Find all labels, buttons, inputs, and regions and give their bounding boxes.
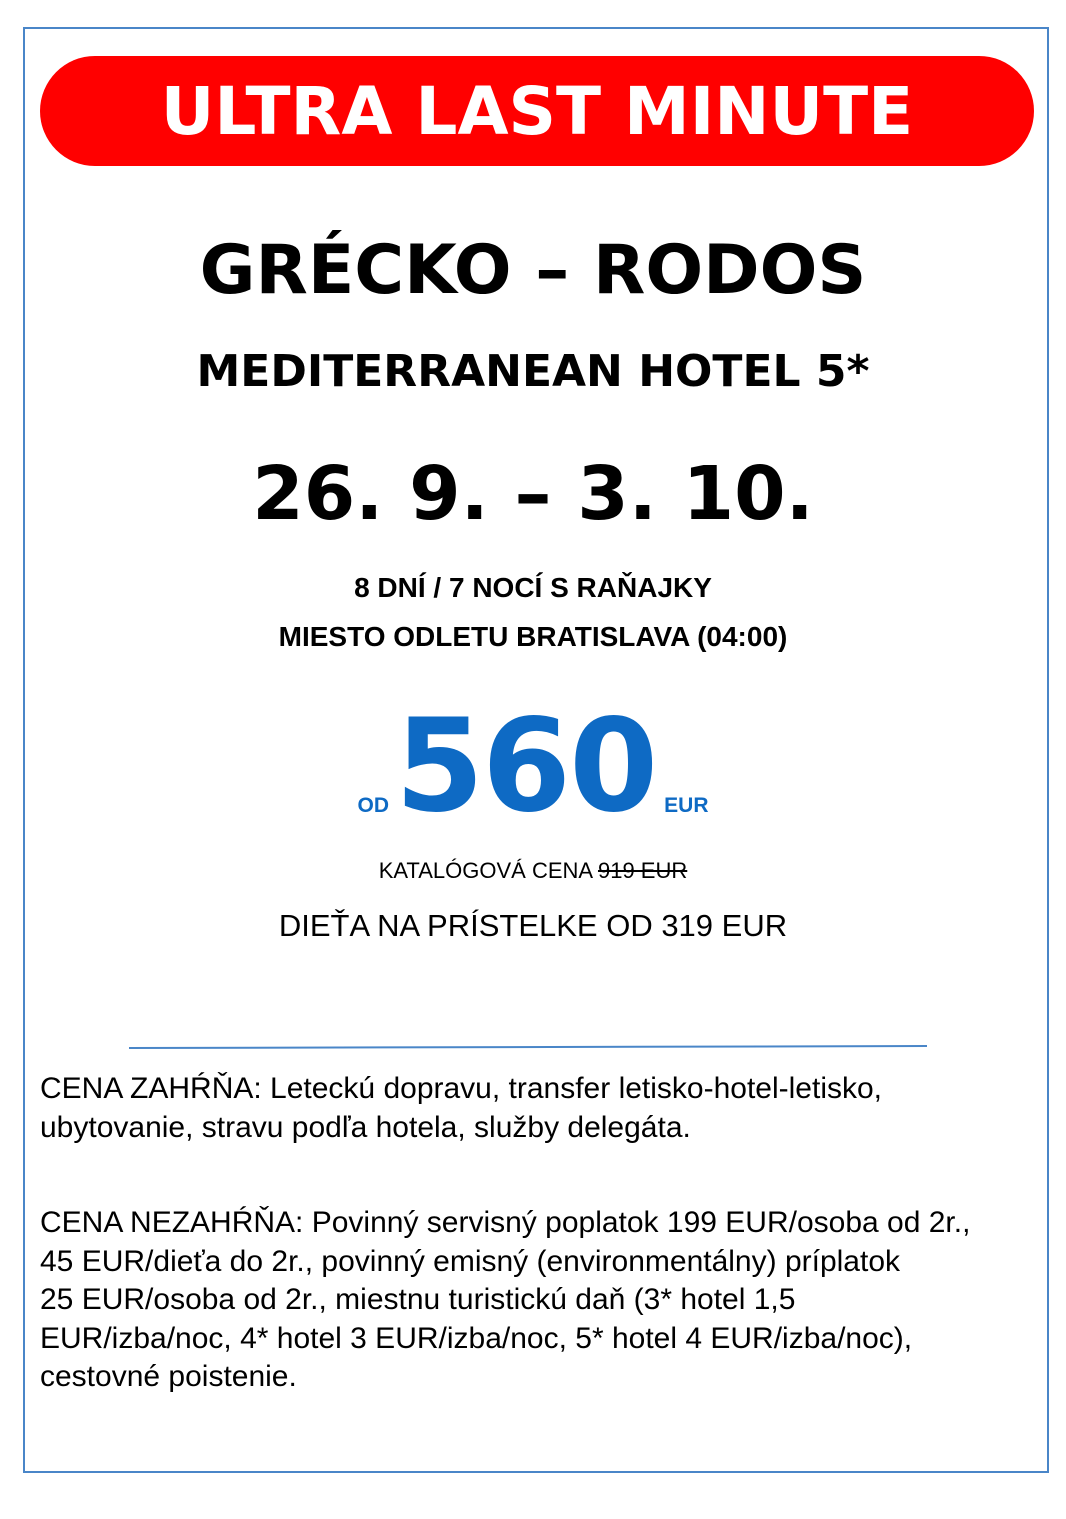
travel-dates: 26. 9. – 3. 10. [252, 451, 814, 537]
price-includes-line: ubytovanie, stravu podľa hotela, služby delegáta. [40, 1110, 691, 1144]
catalog-price-label: KATALÓGOVÁ CENA [378, 858, 592, 883]
price-excludes-line: 45 EUR/dieťa do 2r., povinný emisný (environmentálny) príplatok [40, 1244, 901, 1278]
price-excludes-line: CENA NEZAHŔŇA: Povinný servisný poplatok 199 EUR/osoba od 2r., [40, 1206, 971, 1239]
price-excludes-line: cestovné poistenie. [40, 1360, 297, 1393]
price-includes [40, 1070, 1040, 1147]
destination-title: GRÉCKO – RODOS [199, 231, 867, 310]
price-excludes [40, 1204, 1040, 1397]
catalog-price [0, 855, 1066, 887]
price-prefix: OD [357, 794, 389, 817]
price-includes-line: CENA ZAHŔŇA: Leteckú dopravu, transfer letisko-hotel-letisko, [40, 1072, 883, 1105]
catalog-old-price: 919 EUR [597, 858, 688, 883]
stay-length: 8 DNÍ / 7 NOCÍ S RAŇAJKY [354, 572, 712, 603]
price-excludes-line: EUR/izba/noc, 4* hotel 3 EUR/izba/noc, 5* hotel 4 EUR/izba/noc), [40, 1321, 913, 1355]
price-value: 560 [394, 692, 657, 841]
child-price: DIEŤA NA PRÍSTELKE OD 319 EUR [278, 908, 788, 943]
hotel-name: MEDITERRANEAN HOTEL 5* [196, 346, 870, 397]
price-excludes-line: 25 EUR/osoba od 2r., miestnu turistickú daň (3* hotel 1,5 [40, 1283, 796, 1316]
promo-banner-text: ULTRA LAST MINUTE [160, 72, 914, 150]
price-currency: EUR [664, 794, 709, 817]
promo-banner [40, 56, 1034, 166]
departure-info: MIESTO ODLETU BRATISLAVA (04:00) [278, 621, 788, 652]
price-block [0, 692, 1066, 841]
